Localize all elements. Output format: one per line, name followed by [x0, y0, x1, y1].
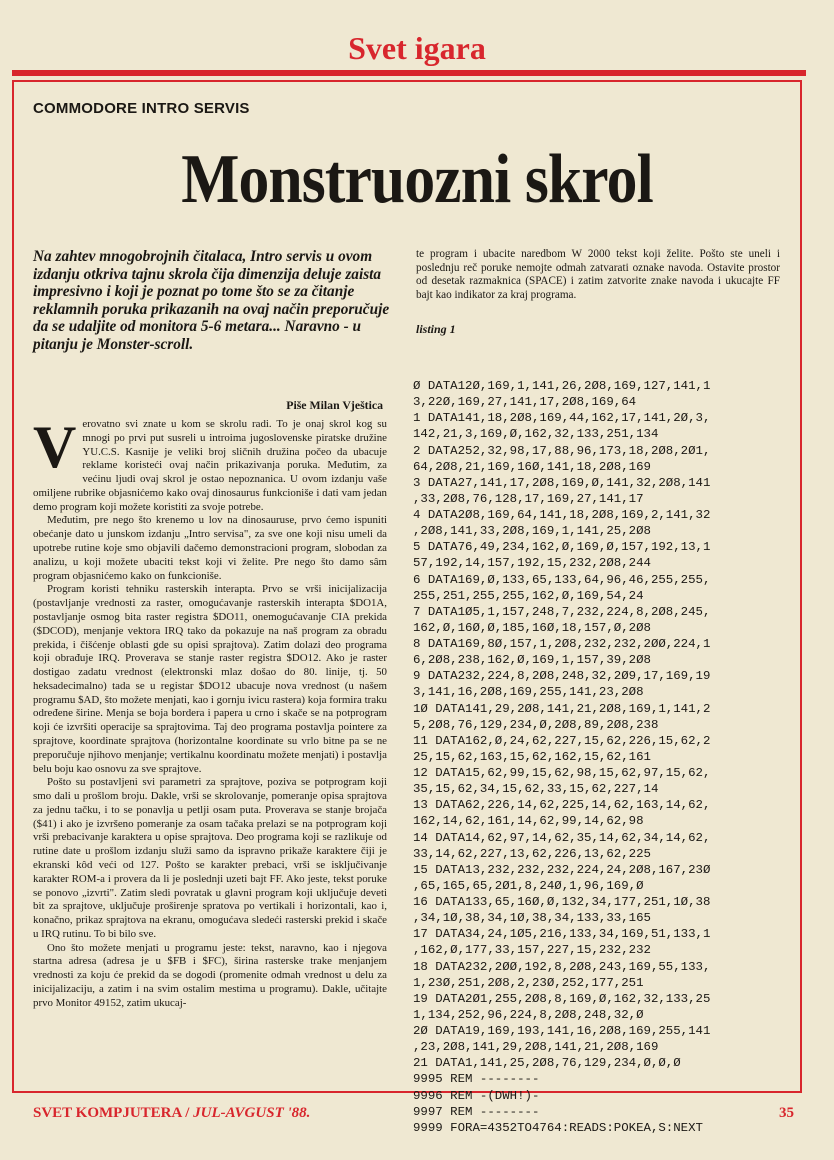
- code-line: 255,251,255,255,162,Ø,169,54,24: [413, 588, 644, 603]
- code-line: 6,2Ø8,238,162,Ø,169,1,157,39,2Ø8: [413, 653, 651, 668]
- footer-separator: /: [185, 1105, 190, 1121]
- code-line: 6 DATA169,Ø,133,65,133,64,96,46,255,255,: [413, 572, 711, 587]
- code-line: 19 DATA2Ø1,255,2Ø8,8,169,Ø,162,32,133,25: [413, 991, 711, 1006]
- article-kicker: COMMODORE INTRO SERVIS: [33, 100, 250, 117]
- code-line: ,34,1Ø,38,34,1Ø,38,34,133,33,165: [413, 911, 651, 926]
- page-number: 35: [779, 1105, 794, 1121]
- code-line: 21 DATA1,141,25,2Ø8,76,129,234,Ø,Ø,Ø: [413, 1056, 681, 1071]
- code-line: 2 DATA252,32,98,17,88,96,173,18,2Ø8,2Ø1,: [413, 443, 711, 458]
- code-line: Ø DATA12Ø,169,1,141,26,2Ø8,169,127,141,1: [413, 379, 711, 393]
- body-paragraph: Međutim, pre nego što krenemo u lov na dinosauruse, prvo ćemo ispuniti obećanje dato u junskom izdanju „Intro servisa", za sve one koji nisu umeli da upotrebe rutine koje smo objavili dačemo demonstracioni program, slobodan za analizu, u koji možete ubaciti tekst koji vi želite. Pre nego što damo sâm program objasnićemo kako on funkcioniše.: [33, 514, 387, 582]
- top-rule: [12, 70, 806, 76]
- code-line: 64,2Ø8,21,169,16Ø,141,18,2Ø8,169: [413, 459, 651, 474]
- code-line: 12 DATA15,62,99,15,62,98,15,62,97,15,62,: [413, 766, 711, 780]
- code-line: 3 DATA27,141,17,2Ø8,169,Ø,141,32,2Ø8,141: [413, 475, 711, 490]
- code-line: 9996 REM -(DWH!)-: [413, 1088, 540, 1103]
- right-column-intro: te program i ubacite naredbom W 2000 tekst koji želite. Pošto ste uneli i poslednju reč poruke nemojte odmah zatvarati oznake navoda. Ostavite prostor od desetak razmaknica (SPACE) i zatim zatvorite znake navoda i ukucajte FF bajt kao indikator za kraj programa.: [416, 248, 780, 301]
- body-paragraph: [33, 418, 387, 514]
- drop-cap: V: [33, 418, 77, 480]
- code-line: 57,192,14,157,192,15,232,2Ø8,244: [413, 556, 651, 571]
- article-headline: Monstruozni skrol: [181, 141, 653, 218]
- body-paragraph: Ono što možete menjati u programu jeste: tekst, naravno, kao i njegova startna adresa (adresa je u $FB i $FC), širina rasterske trake menjanjem vrednosti za koju će prekid da se dogodi (promenite odmah vrednost u delu za inicijalizaciju, a zatim i na svim ostalim mestima u programu). Dakle, učitajte prvo Monitor 49152, zatim ukucaj-: [33, 941, 387, 1009]
- code-line: 1,134,252,96,224,8,2Ø8,248,32,Ø: [413, 1007, 644, 1022]
- code-line: 3,141,16,2Ø8,169,255,141,23,2Ø8: [413, 685, 644, 700]
- code-line: 1,23Ø,251,2Ø8,2,23Ø,252,177,251: [413, 975, 644, 990]
- body-paragraph: Pošto su postavljeni svi parametri za sprajtove, poziva se potprogram koji smo dali u prošlom broju. Dakle, vrši se skrolovanje, pomeranje opisa sprajtova za jednu tačku, i to se ponavlja u petlji osam puta. Proverava se stanje brojača ($41) i ako je izvršeno pomeranje za osam tačaka prelazi se na potprogram koji vrši prebacivanje karaktera u opise sprajtova. Deo programa koji se razlikuje od rutine date u prošlom izdanju služi samo da ispravno prikaže karaktere čiji je ekranski kôd veći od 127. Pošto se karakter prebaci, vrši se isključivanje karakter ROM-a i provera da li je poslednji uzeti bajt FF. Ako jeste, tekst poruke se ponovo „izvrti". Zatim sledi povratak u glavni program koji uključuje deveti bit za sprajtove, uključuje proširenje spratova po vertikali i horizontali, kao i, konačno, prikaz sprajtova na ekranu, omogućava sledeći rasterski prekid i skače u IRQ rutinu. To bi bilo sve.: [33, 776, 387, 940]
- code-line: 17 DATA34,24,1Ø5,216,133,34,169,51,133,1: [413, 927, 711, 942]
- listing-label: listing 1: [416, 322, 456, 336]
- code-line: 35,15,62,34,15,62,33,15,62,227,14: [413, 782, 659, 797]
- basic-listing: [413, 378, 797, 1136]
- code-line: 1 DATA141,18,2Ø8,169,44,162,17,141,2Ø,3,: [413, 411, 711, 426]
- section-title: Svet igara: [348, 30, 486, 66]
- issue-date: JUL-AVGUST '88.: [193, 1105, 311, 1121]
- code-line: 4 DATA2Ø8,169,64,141,18,2Ø8,169,2,141,32: [413, 508, 711, 522]
- code-line: ,2Ø8,141,33,2Ø8,169,1,141,25,2Ø8: [413, 524, 651, 539]
- code-line: 33,14,62,227,13,62,226,13,62,225: [413, 846, 651, 861]
- code-line: 11 DATA162,Ø,24,62,227,15,62,226,15,62,2: [413, 733, 711, 748]
- code-line: 25,15,62,163,15,62,162,15,62,161: [413, 749, 651, 764]
- code-line: 1Ø DATA141,29,2Ø8,141,21,2Ø8,169,1,141,2: [413, 701, 711, 716]
- code-line: 9999 FORA=4352TO4764:READS:POKEA,S:NEXT: [413, 1120, 703, 1135]
- code-line: 9995 REM --------: [413, 1072, 540, 1087]
- code-line: 5 DATA76,49,234,162,Ø,169,Ø,157,192,13,1: [413, 540, 711, 555]
- code-line: 15 DATA13,232,232,232,224,24,2Ø8,167,23Ø: [413, 862, 711, 877]
- code-line: 16 DATA133,65,16Ø,Ø,132,34,177,251,1Ø,38: [413, 895, 711, 909]
- paragraph-text: erovatno svi znate u kom se skrolu radi. To je onaj skrol kog su mnogi po prvi put susreli u introima jugoslovenske piratske družine YU.C.S. Kasnije je veliki broj sličnih družina počeo da ubacuje reklame koristeći ovaj način prikazivanja poruka. Međutim, za većinu ljudi ovaj skrol je ostao nepoznanica. U ovom izdanju vaše omiljene rubrike objasnićemo kako ovaj dinosaurus funkcioniše i dati vam jedan demo program koji možete koristiti za svoje potrebe.: [33, 418, 387, 513]
- code-line: ,65,165,65,2Ø1,8,24Ø,1,96,169,Ø: [413, 878, 644, 893]
- code-line: 2Ø DATA19,169,193,141,16,2Ø8,169,255,141: [413, 1024, 711, 1038]
- code-line: 9997 REM --------: [413, 1104, 540, 1119]
- footer-magazine: [33, 1105, 310, 1122]
- code-line: 9 DATA232,224,8,2Ø8,248,32,2Ø9,17,169,19: [413, 669, 711, 684]
- code-line: 7 DATA1Ø5,1,157,248,7,232,224,8,2Ø8,245,: [413, 604, 711, 619]
- body-paragraph: Program koristi tehniku rasterskih interapta. Prvo se vrši inicijalizacija (postavljanje vrednosti za raster, omogućavanje rasterskih interapta $DO1A, postavljanje osmog bita raster registra $DO11, onemogućavanje CIA prekida ($DCOD), menjanje vektora IRQ tako da pokazuje na naš program za obradu prekida, i čišćenje oblasti gde su opisi sprajtova). Zatim dolazi deo programa koji obrađuje IRQ. Proverava se stanje raster registra $DO12. Ako je raster dostigao zadatu vrednost (elektronski mlaz došao do 80. linije, tj. 50 heksadecimalno) tada se u registar $DO12 ubacuje nova vrednost (u našem programu $AD, što možete menjati, kao i gornju ivicu rastera) koja formira traku određene širine. Menja se boja bordera i papera u crno i skače se na potprogram koji će izvršiti operacije sa sprajtovima. Taj deo programa postavlja pointere za sprajtove, koordinate sprajtova (horizontalne koordinate su vrlo bitne pa se ne preporučuje njihovo menjanje; vertikalnu koordinatu možete menjati) i postavlja belu boju kao osnovu za sve sprajtove.: [33, 583, 387, 775]
- article-body: [33, 418, 387, 1070]
- code-line: ,23,2Ø8,141,29,2Ø8,141,21,2Ø8,169: [413, 1040, 659, 1055]
- byline: Piše Milan Vještica: [286, 398, 383, 412]
- code-line: 142,21,3,169,Ø,162,32,133,251,134: [413, 427, 659, 442]
- code-line: 13 DATA62,226,14,62,225,14,62,163,14,62,: [413, 798, 711, 813]
- code-line: 3,22Ø,169,27,141,17,2Ø8,169,64: [413, 395, 637, 410]
- code-line: 162,Ø,16Ø,Ø,185,16Ø,18,157,Ø,2Ø8: [413, 620, 651, 635]
- code-line: 8 DATA169,8Ø,157,1,2Ø8,232,232,2ØØ,224,1: [413, 637, 711, 651]
- code-line: ,33,2Ø8,76,128,17,169,27,141,17: [413, 491, 644, 506]
- code-line: 18 DATA232,2ØØ,192,8,2Ø8,243,169,55,133,: [413, 959, 711, 974]
- code-line: 14 DATA14,62,97,14,62,35,14,62,34,14,62,: [413, 830, 711, 845]
- code-line: ,162,Ø,177,33,157,227,15,232,232: [413, 943, 651, 958]
- magazine-name: SVET KOMPJUTERA: [33, 1105, 182, 1121]
- code-line: 162,14,62,161,14,62,99,14,62,98: [413, 814, 644, 829]
- article-lead: Na zahtev mnogobrojnih čitalaca, Intro servis u ovom izdanju otkriva tajnu skrola čija dimenzija deluje zaista impresivno i koji je poznat po tome što se za čitanje reklamnih poruka prikazanih na ovaj način preporučuje da se udaljite od monitora 5-6 metara... Naravno - u pitanju je Monster-scroll.: [33, 248, 390, 353]
- code-line: 5,2Ø8,76,129,234,Ø,2Ø8,89,2Ø8,238: [413, 717, 659, 732]
